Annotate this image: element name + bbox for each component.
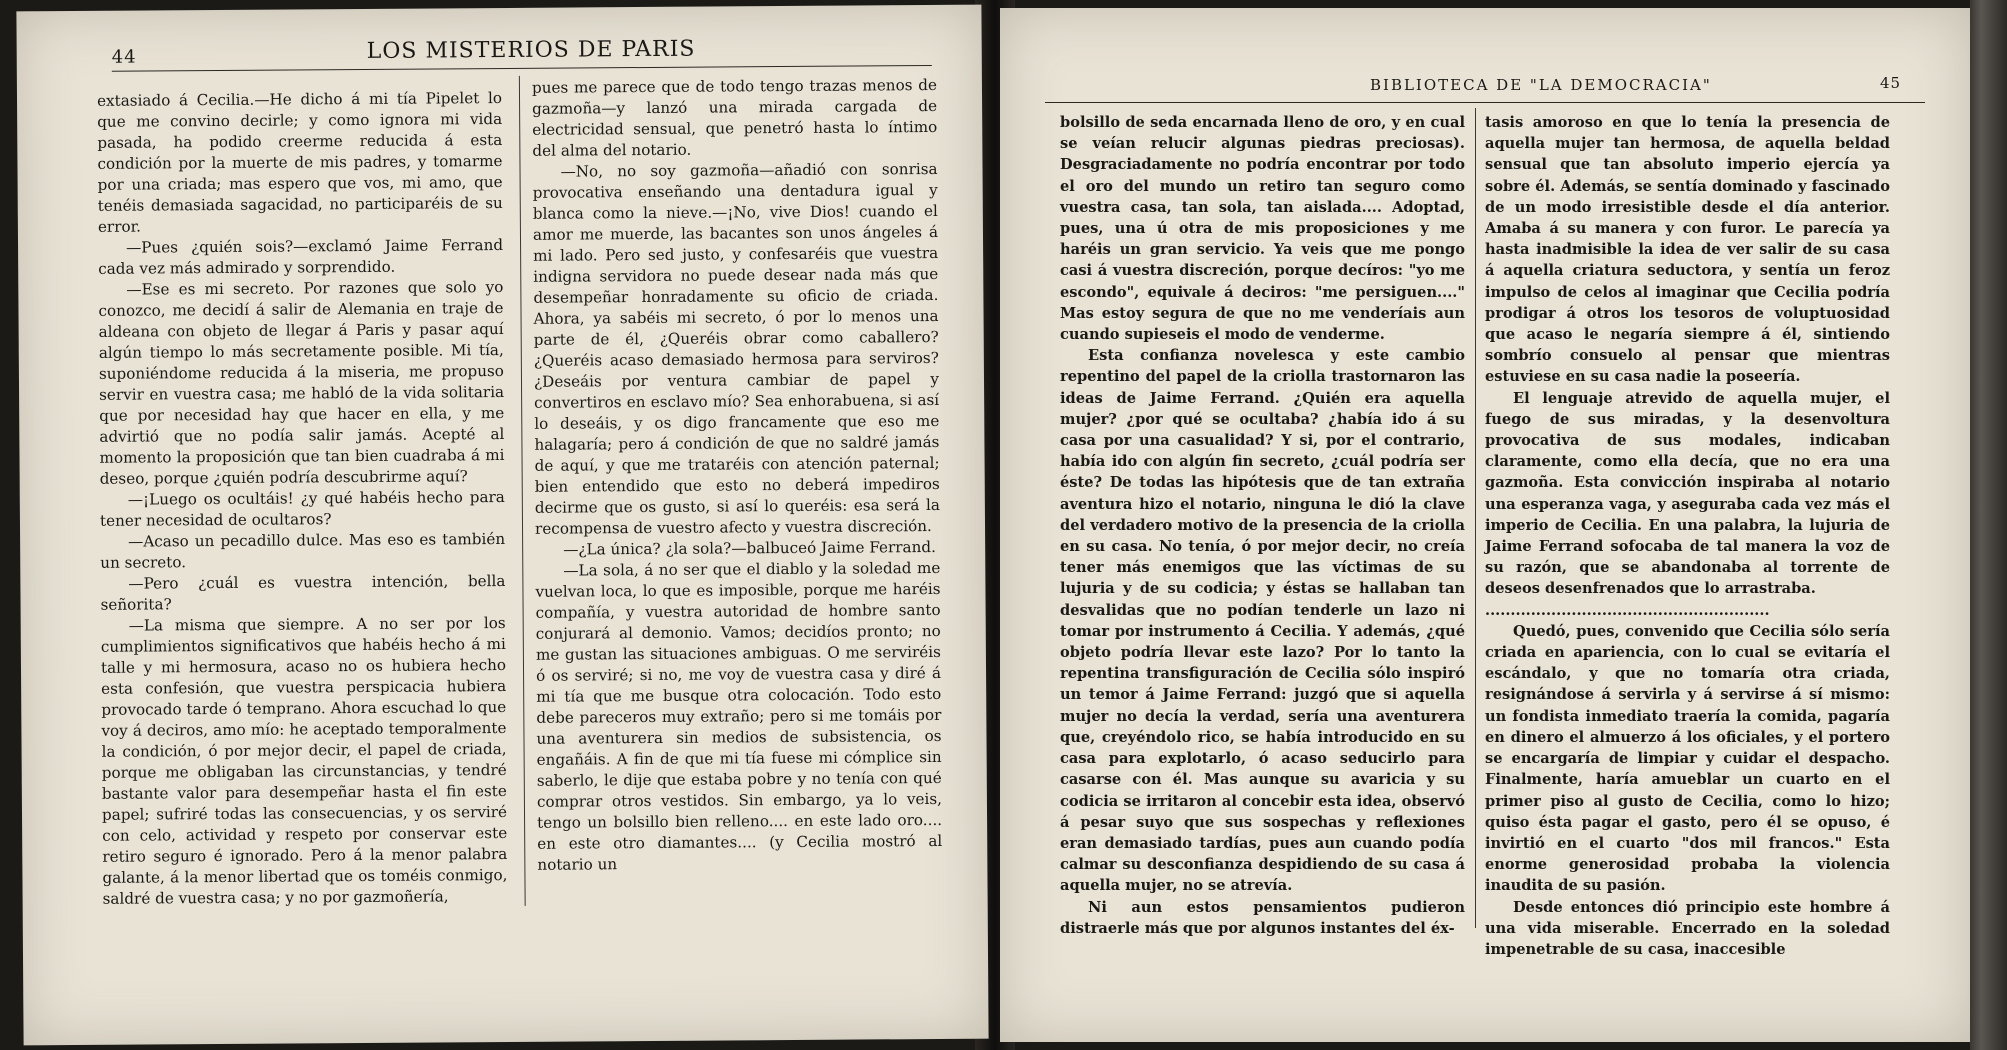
running-title: LOS MISTERIOS DE PARIS [366, 36, 696, 64]
paragraph: —La misma que siempre. A no ser por los cumplimientos significativos que habéis hecho á mi talle y mi hermosura, acaso no os hubiera hecho esta confesión, que vuestra perspicacia hubiera provocado tarde ó temprano. Ahora escuchad lo que voy á deciros, amo mío: he aceptado temporalmente la condición, ó por mejor decir, el papel de criada, porque me obligaban las circunstancias, y tendré bastante valor para desempeñar hasta el fin este papel; sufriré todas las consecuencias, y os serviré con celo, actividad y respeto por conservar este retiro seguro é ignorado. Pero á la menor palabra galante, á la menor libertad que os toméis conmigo, saldré de vuestra casa; y no por gazmoñería, [100, 613, 508, 908]
paragraph: —No, no soy gazmoña—añadió con sonrisa provocativa enseñando una dentadura igual y blanca como la nieve.—¡No, vive Dios! cuando el amor me muerde, las bacantes son unos ángeles á mi lado. Pero sed justo, y confesaréis que vuestra indigna servidora no puede desear nada más que desempeñar honradamente su oficio de criada. Ahora, ya sabéis mi secreto, ó por lo menos una parte de él, ¿Queréis obrar como caballero? ¿Queréis acaso demasiado hermosa para serviros? ¿Deseáis por ventura cambiar de papel y convertiros en esclavo mío? Sea enhorabuena, si así lo deseáis, y os digo francamente que eso me halagaría; pero á condición de que no saldré jamás de aquí, y que me trataréis con atención paternal; bien entendido que esto no deberá impediros decirme que os gusto, si así lo queréis: esa será la recompensa de vuestro afecto y vuestra discreción. [532, 159, 940, 538]
paragraph: Ni aun estos pensamientos pudieron distraerle más que por algunos instantes del éx- [1060, 898, 1465, 937]
header-rule [1045, 102, 1925, 103]
right-column-2 [1485, 112, 1890, 958]
paragraph: Esta confianza novelesca y este cambio repentino del papel de la criolla trastornaron las ideas de Jaime Ferrand. ¿Quién era aquella mujer? ¿por qué se ocultaba? ¿había ido á su casa por una casualidad? Y si, por el contrario, había ido con algún fin secreto, ¿cuál podría ser éste? De todas las hipótesis que de tan extraña aventura hizo el notario, ninguna le dió la clave del verdadero motivo de la presencia de la criolla en su casa. No tenía, ó por mejor decir, no creía tener más enemigos que las víctimas de su lujuria y de su codicia; y éstas se hallaban tan desvalidas que no podían tenderle un lazo ni tomar por instrumento á Cecilia. Y además, ¿qué objeto podría llevar este lazo? Por lo tanto la repentina transfiguración de Cecilia sólo inspiró un temor á Jaime Ferrand: juzgó que si aquella mujer no decía la verdad, sería una aventurera que, creyéndolo rico, se había introducido en su casa para explotarlo, ó acaso seducirlo para casarse con él. Mas aunque su avaricia y su codicia se irritaron al concebir esta idea, observó á pesar suyo que sus sospechas y reflexiones eran demasiado tardías, pues aun cuando podía calmar su desconfianza despidiendo de su casa á aquella mujer, no se atrevía. [1060, 347, 1465, 895]
scan-edge [1970, 0, 2007, 1050]
paragraph: Desde entonces dió principio este hombre á una vida miserable. Encerrado en la soledad impenetrable de su casa, inaccesible [1485, 898, 1890, 958]
header-rule [112, 65, 932, 72]
paragraph: —¡Luego os ocultáis! ¿y qué habéis hecho para tener necesidad de ocultaros? [99, 487, 505, 530]
paragraph: —Pero ¿cuál es vuestra intención, bella señorita? [100, 571, 506, 614]
paragraph: extasiado á Cecilia.—He dicho á mi tía Pipelet lo que me convino decirle; y como ignora mi vida pasada, ha podido creerme reducida á esta condición por la muerte de mis padres, y tomarme por una criada; mas espero que vos, mi amo, que tenéis demasiada sagacidad, no participaréis de su error. [96, 88, 503, 236]
paragraph: —Acaso un pecadillo dulce. Mas eso es también un secreto. [100, 529, 506, 572]
page-number: 45 [1880, 74, 1902, 92]
right-page [1000, 8, 1970, 1042]
right-column-1 [1060, 112, 1465, 937]
paragraph: —La sola, á no ser que el diablo y la soledad me vuelvan loca, lo que es imposible, porque me haréis compañía, y vuestra autoridad de hombre santo conjurará al demonio. Vamos; decidíos pronto; no me gustan las situaciones ambiguas. O me serviréis ó os serviré; si no, me voy de vuestra casa y diré á mi tía que me busque otra colocación. Todo esto debe pareceros muy extraño; pero si me tomáis por una aventurera sin medios de subsistencia, os engañáis. A fin de que mi tía fuese mi cómplice sin saberlo, le dije que estaba pobre y no tenía con qué comprar otros vestidos. Sin embargo, ya lo veis, tengo un bolsillo bien relleno.... en este lado oro.... en este otro diamantes.... (y Cecilia mostró al notario un [535, 558, 943, 874]
column-divider [1475, 108, 1476, 928]
page-number: 44 [111, 46, 137, 68]
paragraph: —Ese es mi secreto. Por razones que solo yo conozco, me decidí á salir de Alemania en traje de aldeana con objeto de llegar á Paris y pasar aquí algún tiempo lo más secretamente posible. Mi tía, suponiéndome reducida á la miseria, me propuso servir en vuestra casa; me habló de la vida solitaria que por necesidad hay que hacer en ella, y me advirtió que no podía salir jamás. Acepté al momento la proposición que tan bien cuadraba á mi deseo, porque ¿quién podría descubrirme aquí? [98, 277, 505, 488]
left-column-1 [97, 88, 508, 921]
running-title: BIBLIOTECA DE "LA DEMOCRACIA" [1370, 76, 1712, 94]
paragraph: El lenguaje atrevido de aquella mujer, el fuego de sus miradas, y la desenvoltura provocativa de sus modales, indicaban claramente, como ella decía, que no era una gazmoña. Esta convicción inspiraba al notario una esperanza vaga, y aseguraba cada vez más el imperio de Cecilia. En una palabra, la lujuria de Jaime Ferrand sofocaba de tal manera la voz de su razón, que se abandonaba al torrente de deseos desenfrenados que lo arrastraba. [1485, 389, 1890, 598]
paragraph: —¿La única? ¿la sola?—balbuceó Jaime Ferrand. [563, 537, 936, 559]
left-column-2 [532, 75, 943, 888]
paragraph: ........................................................ [1485, 601, 1770, 619]
paragraph: pues me parece que de todo tengo trazas menos de gazmoña—y lanzó una mirada cargada de electricidad sensual, que penetró hasta lo íntimo del alma del notario. [531, 75, 938, 160]
paragraph: bolsillo de seda encarnada lleno de oro, y en cual se veían relucir algunas piedras preciosas). Desgraciadamente no podría encontrar por todo el oro del mundo un retiro tan seguro como vuestra casa, tan sola, tan aislada.... Adoptad, pues, una ú otra de mis proposiciones y me haréis un gran servicio. Ya veis que me pongo casi á vuestra discreción, porque decíros: "yo me escondo", equivale á deciros: "me persiguen...." Mas estoy segura de que no me venderíais aun cuando supieseis el modo de venderme. [1060, 114, 1465, 344]
paragraph: —Pues ¿quién sois?—exclamó Jaime Ferrand cada vez más admirado y sorprendido. [98, 235, 504, 278]
paragraph: tasis amoroso en que lo tenía la presencia de aquella mujer tan hermosa, de aquella beldad sensual que tan absoluto imperio ejercía ya sobre él. Además, se sentía dominado y fascinado de un modo irresistible desde el día anterior. Amaba á su manera y con furor. Le parecía ya hasta inadmisible la idea de ver salir de su casa á aquella criatura seductora, y sentía un feroz impulso de celos al imaginar que Cecilia podría prodigar á otros los tesoros de voluptuosidad que acaso le negaría siempre á él, sintiendo sombrío consuelo al pensar que mientras estuviese en su casa nadie la poseería. [1485, 114, 1890, 386]
column-divider [519, 76, 526, 906]
left-page [16, 5, 988, 1046]
paragraph: Quedó, pues, convenido que Cecilia sólo sería criada en apariencia, con lo cual se evitaría el escándalo, y que no tomaría otra criada, resignándose á servirla y á servirse á sí mismo: un fondista inmediato traería la comida, pagaría en dinero el almuerzo á los oficiales, y el portero se encargaría de limpiar y cuidar el despacho. Finalmente, haría amueblar un cuarto en el primer piso al gusto de Cecilia, como lo hizo; quiso ésta pagar el gasto, pero él se opuso, é invirtió en el cuarto "dos mil francos." Esta enorme generosidad probaba la violencia inaudita de su pasión. [1485, 622, 1890, 895]
